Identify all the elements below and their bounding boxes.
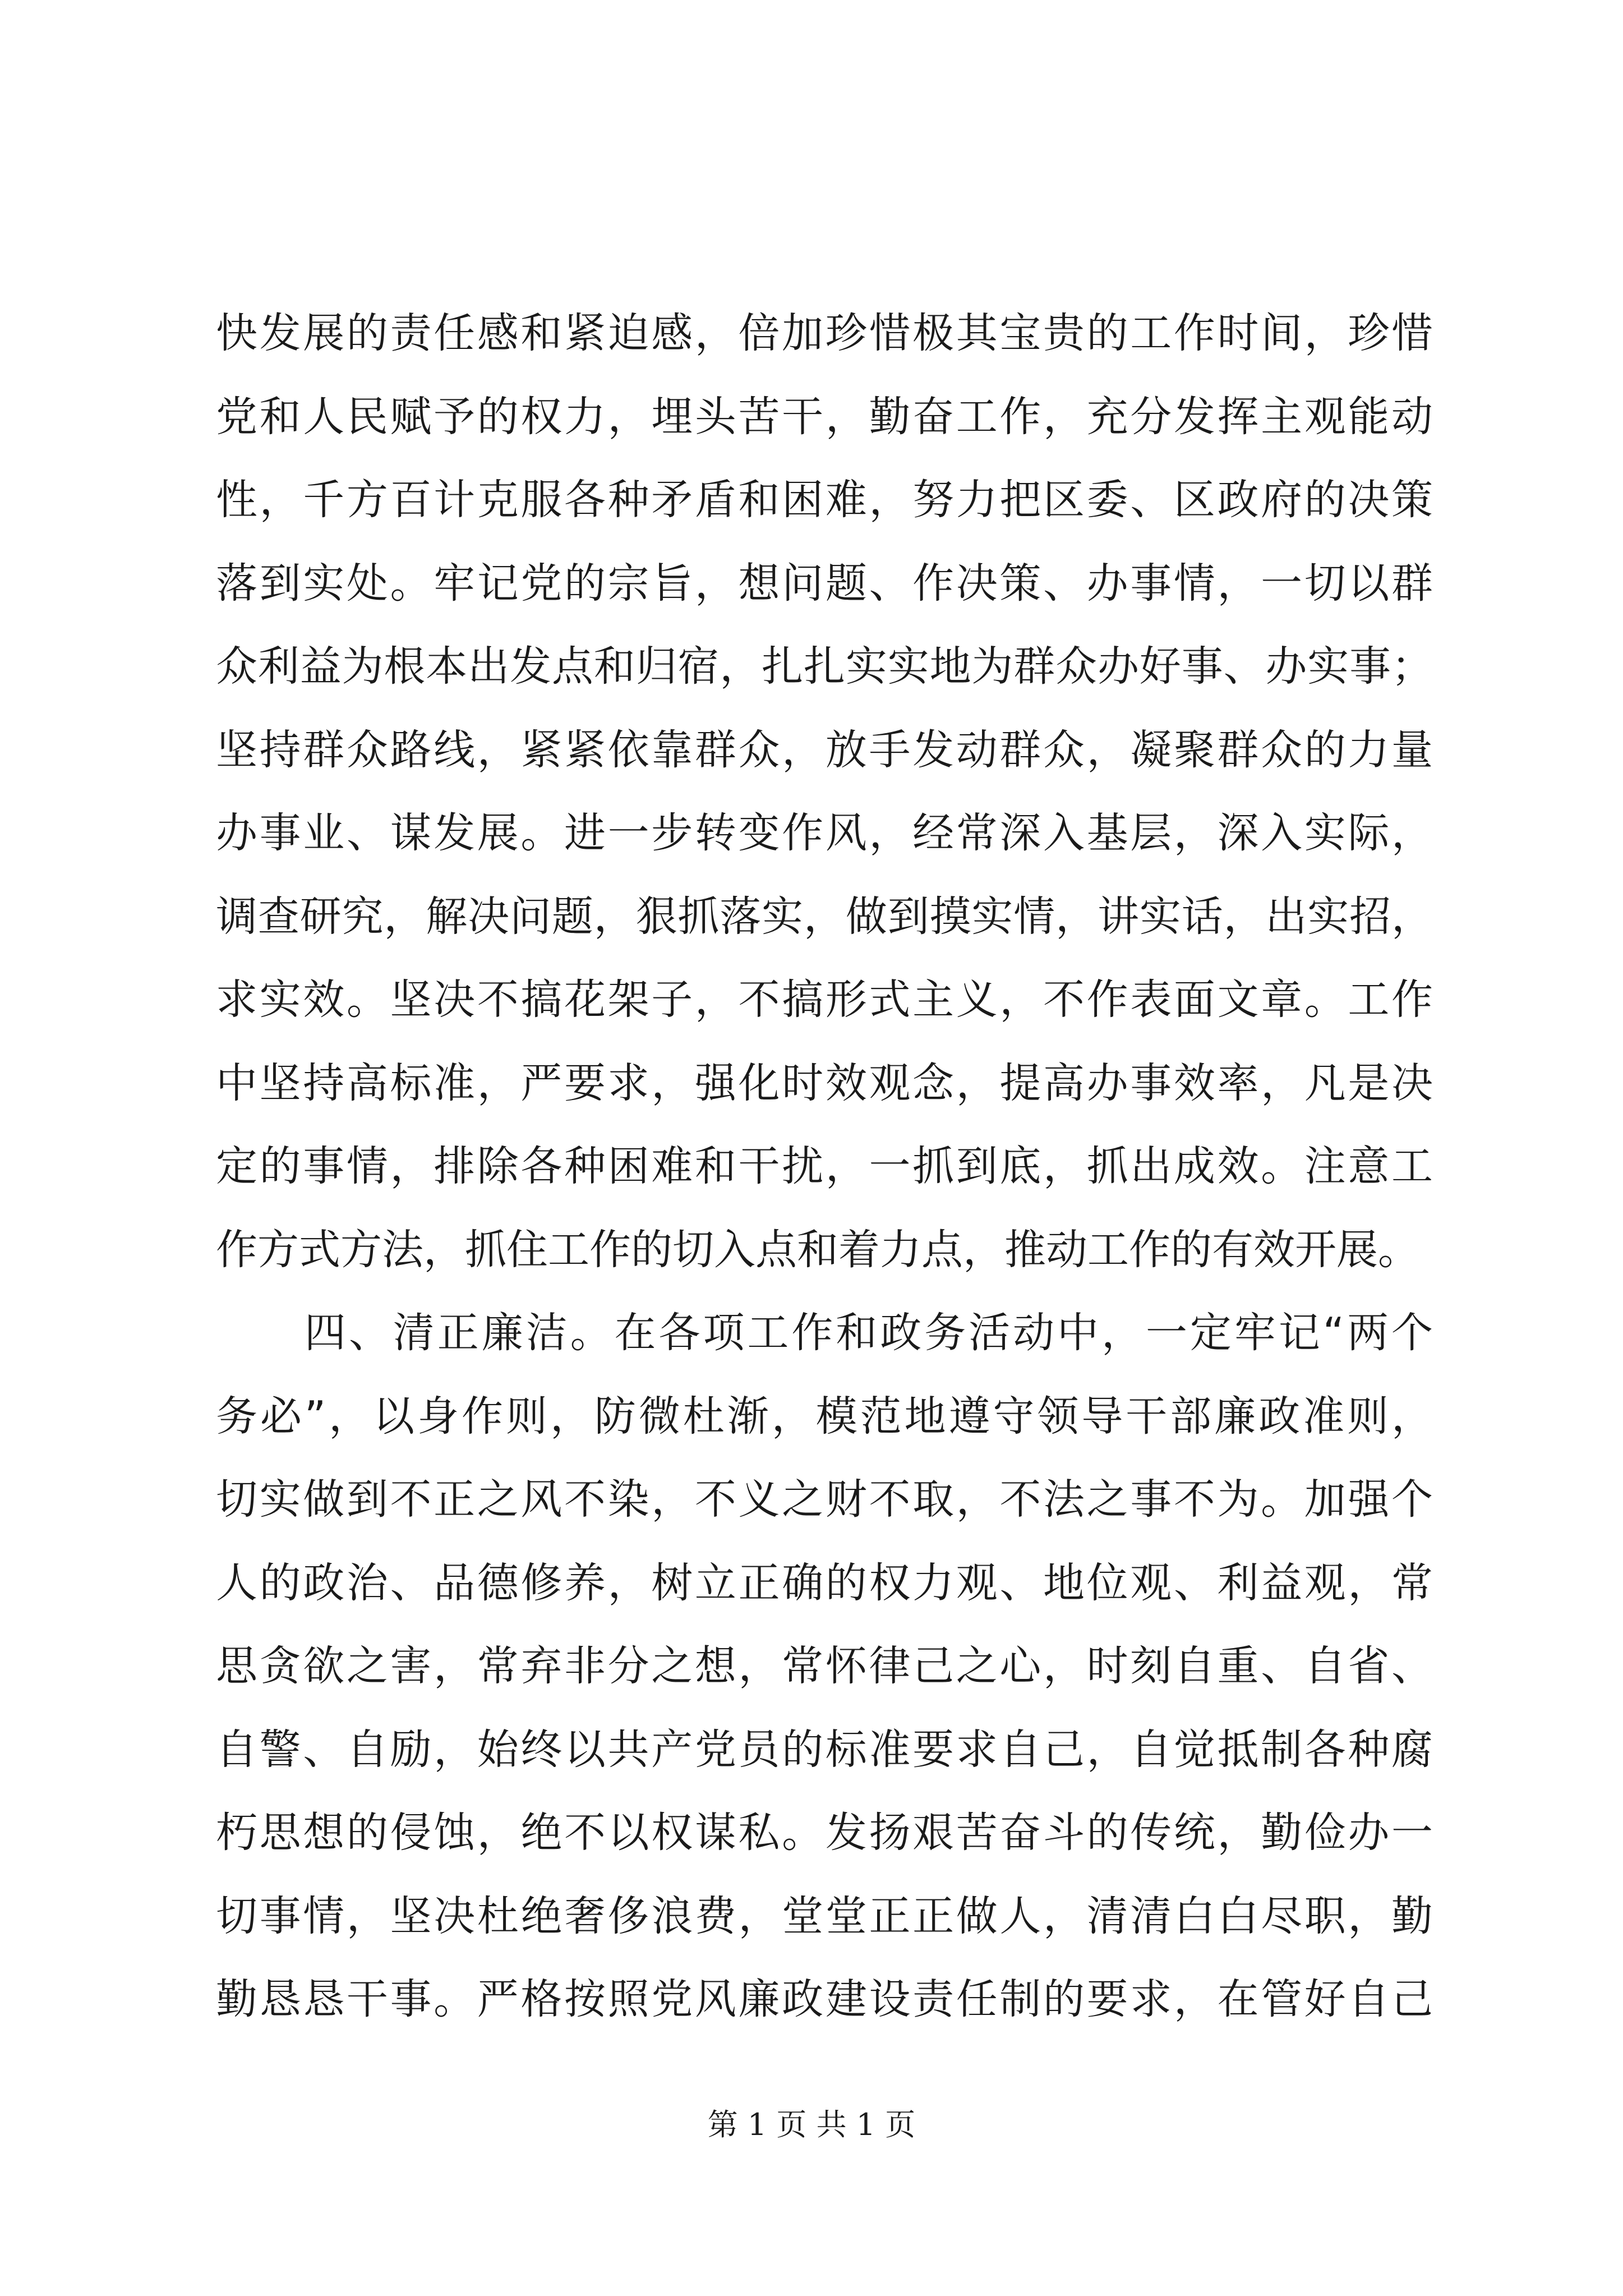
text-line: 四、清正廉洁。在各项工作和政务活动中，一定牢记“两个 [216,1309,1433,1357]
text-line: 求实效。坚决不搞花架子，不搞形式主义，不作表面文章。工作 [216,976,1433,1024]
text-line: 快发展的责任感和紧迫感，倍加珍惜极其宝贵的工作时间，珍惜 [216,309,1433,357]
text-line: 切实做到不正之风不染，不义之财不取，不法之事不为。加强个 [216,1475,1433,1524]
page-footer [0,2101,1623,2144]
text-line: 调查研究，解决问题，狠抓落实，做到摸实情，讲实话，出实招， [216,892,1433,941]
text-line: 定的事情，排除各种困难和干扰，一抓到底，抓出成效。注意工 [216,1142,1433,1190]
text-line: 思贪欲之害，常弃非分之想，常怀律己之心，时刻自重、自省、 [216,1642,1433,1690]
page-number-label: 第 1 页 共 1 页 [707,2107,916,2142]
text-line: 性，千方百计克服各种矛盾和困难，努力把区委、区政府的决策 [216,476,1433,524]
text-line: 党和人民赋予的权力，埋头苦干，勤奋工作，充分发挥主观能动 [216,392,1433,441]
text-line: 朽思想的侵蚀，绝不以权谋私。发扬艰苦奋斗的传统，勤俭办一 [216,1809,1433,1857]
text-line: 作方式方法，抓住工作的切入点和着力点，推动工作的有效开展。 [216,1225,1419,1274]
text-line: 办事业、谋发展。进一步转变作风，经常深入基层，深入实际， [216,809,1433,857]
text-line: 务必”，以身作则，防微杜渐，模范地遵守领导干部廉政准则， [216,1392,1433,1441]
text-line: 人的政治、品德修养，树立正确的权力观、地位观、利益观，常 [216,1558,1433,1607]
text-line: 切事情，坚决杜绝奢侈浪费，堂堂正正做人，清清白白尽职，勤 [216,1892,1433,1940]
text-line: 自警、自励，始终以共产党员的标准要求自己，自觉抵制各种腐 [216,1725,1433,1774]
text-line: 众利益为根本出发点和归宿，扎扎实实地为群众办好事、办实事； [216,642,1433,691]
text-line: 坚持群众路线，紧紧依靠群众，放手发动群众，凝聚群众的力量 [216,725,1433,774]
body-text [216,292,1433,2041]
text-line: 勤恳恳干事。严格按照党风廉政建设责任制的要求，在管好自己 [216,1975,1433,2023]
text-line: 落到实处。牢记党的宗旨，想问题、作决策、办事情，一切以群 [216,559,1433,608]
text-line: 中坚持高标准，严要求，强化时效观念，提高办事效率，凡是决 [216,1059,1433,1107]
